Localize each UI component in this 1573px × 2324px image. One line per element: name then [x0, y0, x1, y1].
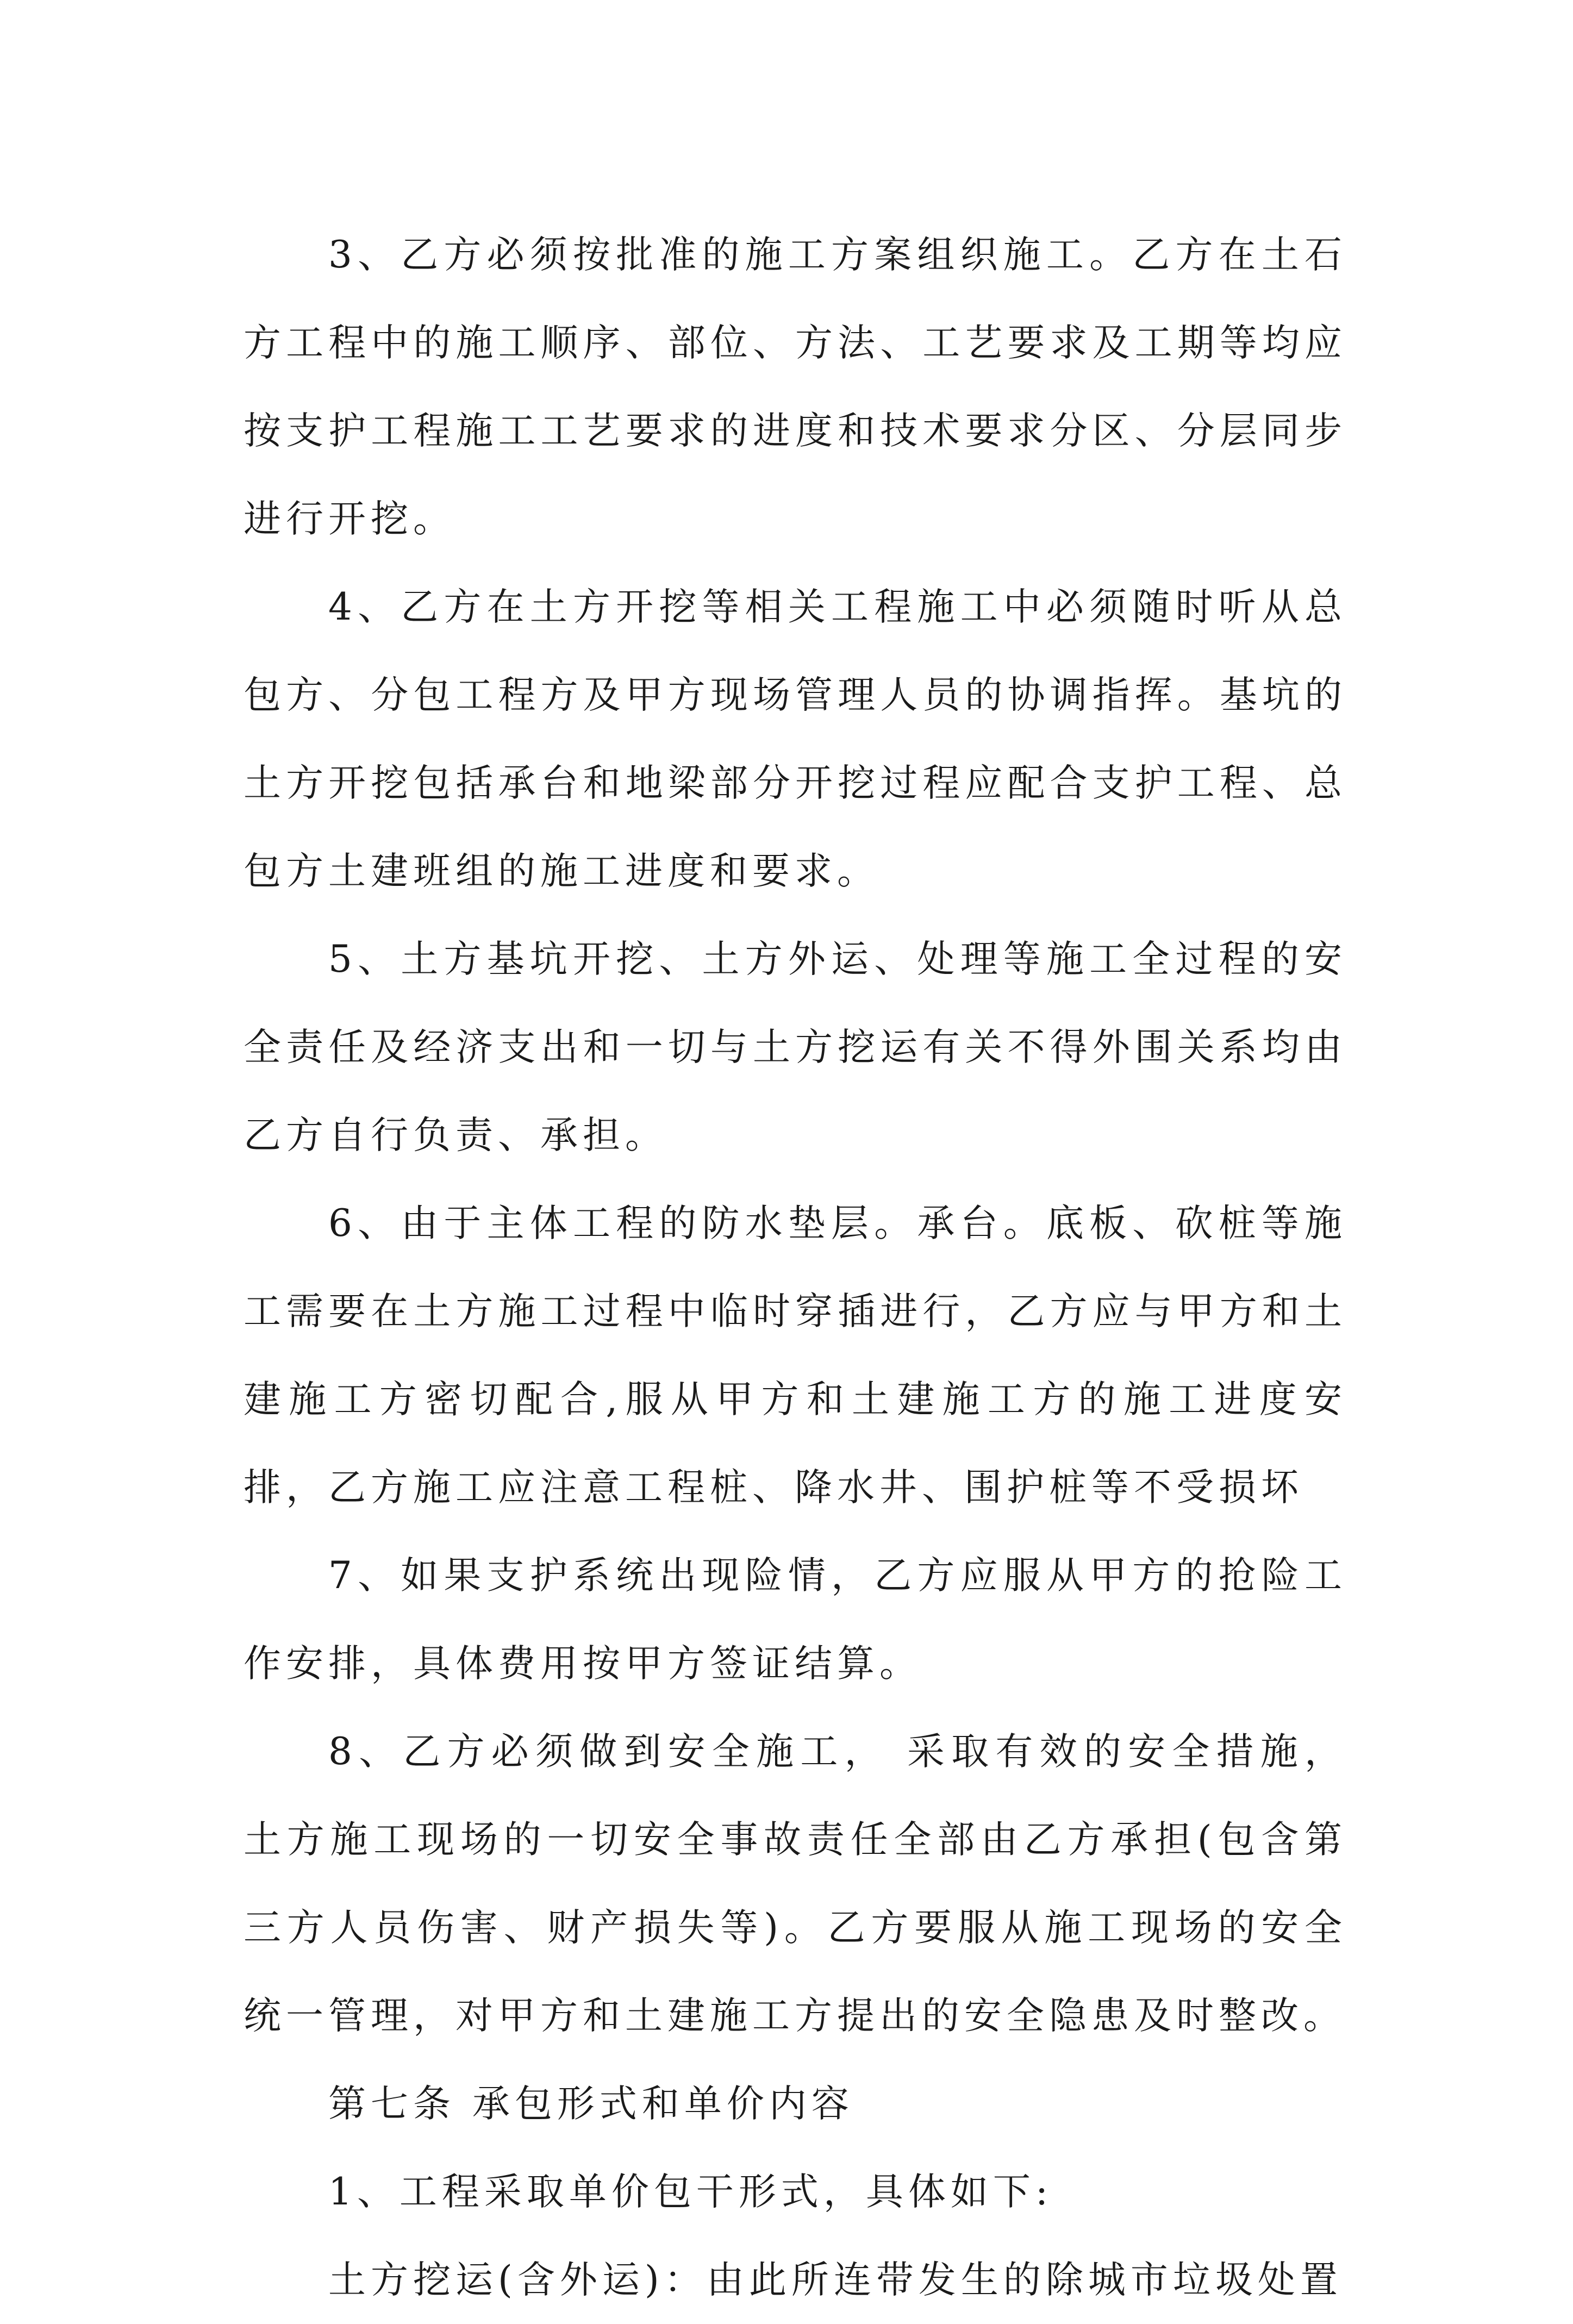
- article-7-item-1: 1、工程采取单价包干形式，具体如下:: [328, 2170, 1053, 2214]
- clause-8-paragraph: 8、乙方必须做到安全施工， 采取有效的安全措施，土方施工现场的一切安全事故责任全部由乙方承担(包含第三方人员伤害、财产损失等)。乙方要服从施工现场的安全统一管理，对甲方和土建施工方提出的安全隐患及时整改。: [244, 1730, 1347, 2038]
- clause-4-paragraph: 4、乙方在土方开挖等相关工程施工中必须随时听从总包方、分包工程方及甲方现场管理人员的协调指挥。基坑的土方开挖包括承台和地梁部分开挖过程应配合支护工程、总包方土建班组的施工进度和要求。: [244, 585, 1347, 893]
- clause-7-paragraph: 7、如果支护系统出现险情，乙方应服从甲方的抢险工作安排，具体费用按甲方签证结算。: [244, 1554, 1347, 1685]
- clause-3-paragraph: 3、乙方必须按批准的施工方案组织施工。乙方在土石方工程中的施工顺序、部位、方法、工艺要求及工期等均应按支护工程施工工艺要求的进度和技术要求分区、分层同步进行开挖。: [244, 233, 1347, 541]
- document-body: [244, 211, 1347, 2324]
- article-7-heading: 第七条 承包形式和单价内容: [328, 2082, 854, 2126]
- earthwork-pricing-paragraph: 土方挖运(含外运)：由此所连带发生的除城市垃圾处置: [328, 2258, 1343, 2302]
- clause-6-paragraph: 6、由于主体工程的防水垫层。承台。底板、砍桩等施工需要在土方施工过程中临时穿插进行，乙方应与甲方和土建施工方密切配合,服从甲方和土建施工方的施工进度安排，乙方施工应注意工程桩、降水井、围护桩等不受损坏: [244, 1202, 1347, 1509]
- clause-5-paragraph: 5、土方基坑开挖、土方外运、处理等施工全过程的安全责任及经济支出和一切与土方挖运有关不得外围关系均由乙方自行负责、承担。: [244, 938, 1347, 1157]
